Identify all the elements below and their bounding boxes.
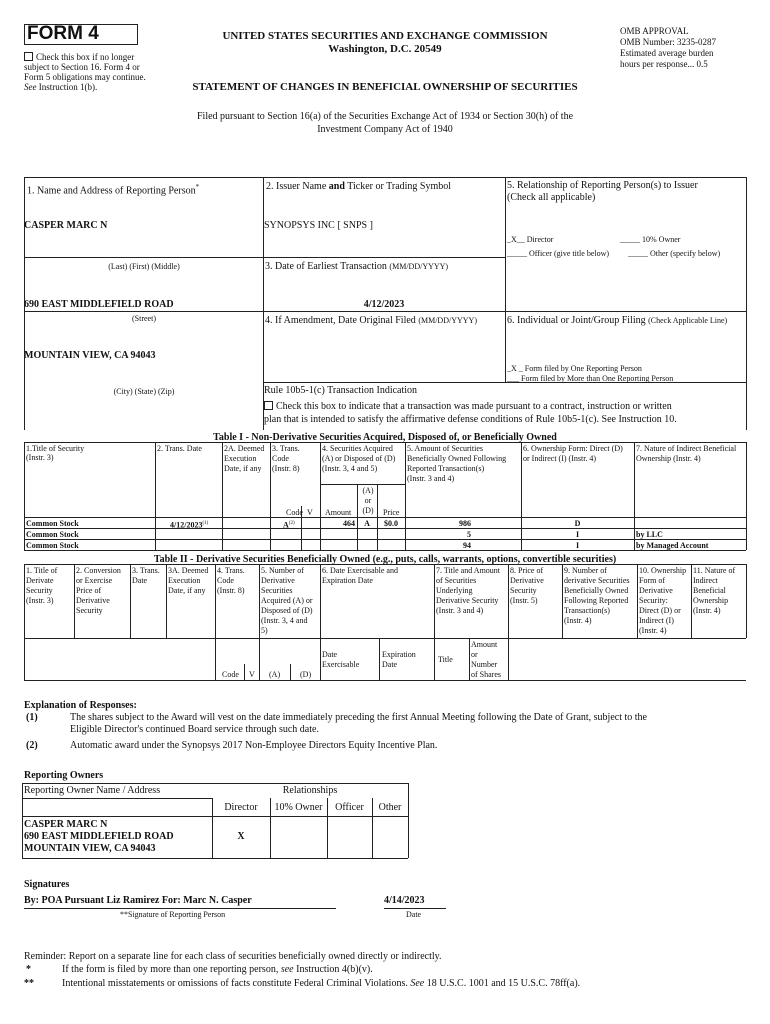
grid-top-line [24,177,746,178]
see-text: See [24,82,37,92]
t1-h6 [523,444,623,464]
grid-line-a [24,257,506,258]
t1-r3-owned: 94 [463,541,471,550]
t2-c10-4: Direct (D) or [639,606,681,615]
t1-sub-ad-2: or [364,496,372,505]
t1-r1-price: $0.0 [384,519,398,528]
owner-name: CASPER MARC N [24,819,108,830]
t1-sub-code: Code [286,508,303,517]
t1-r1-owned: 986 [459,519,471,528]
rule-text-1: Check this box to indicate that a transaction was made pursuant to a contract, instruction or written [276,401,672,412]
relationship-label [507,180,747,204]
filed-pursuant-line1: Filed pursuant to Section 16(a) of the Securities Exchange Act of 1934 or Section 30(h) of the [196,111,574,122]
instruction-ref: Instruction 1(b). [38,82,98,92]
t2-c1-2: Security [26,586,53,595]
t2-c9-2: Beneficially Owned [564,586,629,595]
t1-h3-3: (Instr. 8) [272,464,300,473]
table2-title: Table II - Derivative Securities Beneficially Owned (e.g., puts, calls, warrants, options, convertible securities) [153,554,617,565]
t1-r1-amount: 464 [343,519,355,528]
omb-burden: Estimated average burden [620,48,714,58]
t2-c10-6: (Instr. 4) [639,626,667,635]
footnote-1 [24,964,746,976]
t2-c9-1: derivative Securities [564,576,630,585]
footnote-2-mark: ** [24,978,34,989]
owners-heading: Reporting Owners [24,770,104,781]
t1-sub-line [320,484,405,485]
t2-sub-amount-3: of Shares [471,670,501,679]
t2-c2-1: or Exercise [76,576,113,585]
omb-approval [620,26,760,70]
issuer-name: SYNOPSYS INC [ SNPS ] [264,220,373,231]
owners-col-name: Reporting Owner Name / Address [24,785,161,796]
t2-c7-0: 7. Title and Amount [436,566,501,575]
t2-c3a-0: 3A. Deemed [168,566,209,575]
t2-v4b [244,664,245,680]
t2-v5b [290,664,291,680]
date-label: Date [406,910,422,919]
signature-label: **Signature of Reporting Person [120,910,226,919]
reporting-person-label-mark: * [195,183,200,191]
t1-h4-1: 4. Securities Acquired [322,444,393,453]
ten-percent-option: _____ 10% Owner [620,235,681,244]
t2-sub-amount-0: Amount [471,640,498,649]
t1-r1-code-note: (2) [288,521,295,526]
t2-c7 [436,566,500,616]
form-title: FORM 4 [27,23,99,44]
t1-v2 [222,442,223,550]
filing-label-note: (Check Applicable Line) [648,316,728,325]
owners-bottom [22,858,408,859]
owner-address-2: MOUNTAIN VIEW, CA 94043 [24,843,156,854]
t1-h3 [272,444,300,474]
t2-c5-1: Derivative [261,576,295,585]
reporting-person-label [27,181,199,197]
grid-line-b [24,311,746,312]
omb-title: OMB APPROVAL [620,26,689,36]
t2-c10 [639,566,686,636]
t2-c4 [217,566,245,596]
t2-v6 [320,564,321,680]
t1-h4 [322,444,395,474]
t1-h1b: (Instr. 3) [26,453,54,462]
t1-r1-security: Common Stock [26,519,79,528]
earliest-transaction-format: (MM/DD/YYYY) [389,262,449,271]
date-line [384,908,446,909]
agency-name: UNITED STATES SECURITIES AND EXCHANGE COMMISSION [222,30,548,42]
owners-col-director: Director [224,802,258,813]
reporting-person-name: CASPER MARC N [24,220,108,231]
t2-c3a-1: Execution [168,576,201,585]
t2-bottom [24,680,746,681]
t1-h4-3: (Instr. 3, 4 and 5) [322,464,378,473]
t1-h2a-1: 2A. Deemed [224,444,265,453]
t2-c5-2: Securities [261,586,293,595]
rule-title: Rule 10b5-1(c) Transaction Indication [264,385,418,396]
t2-c11 [693,566,735,616]
footnote-1-text-a: If the form is filed by more than one reporting person, [62,964,279,975]
t2-c8-1: Derivative [510,576,544,585]
t2-c3-1: Date [132,576,148,585]
t2-v2 [130,564,131,638]
t1-v0 [24,442,25,550]
signer-name: By: POA Pursuant Liz Ramirez For: Marc N. Casper [24,895,252,906]
owners-v0 [22,783,23,858]
more-person-option: ___ Form filed by More than One Reporting Person [507,374,674,383]
t2-sub-exp [382,650,416,670]
t2-c5-0: 5. Number of [261,566,304,575]
t2-c1 [26,566,57,606]
t2-v12 [746,564,747,638]
t2-c9-5: (Instr. 4) [564,616,592,625]
footnote-2-see: See [410,978,425,989]
t2-c1-3: (Instr. 3) [26,596,54,605]
t1-r2-form: I [575,530,580,539]
explanation-item-2 [24,740,746,752]
no-longer-subject-text: Check this box if no longer subject to Section 16. Form 4 or Form 5 obligations may continue. [24,52,146,82]
t2-sub-exp-0: Expiration [382,650,416,659]
t1-h5-4: (Instr. 3 and 4) [407,474,455,483]
reporting-person-label-text: 1. Name and Address of Reporting Person [27,185,196,197]
t1-h7-2: Ownership (Instr. 4) [636,454,701,463]
issuer-label-and: and [328,181,345,192]
t2-c7-2: Underlying [436,586,473,595]
t1-r1-code-value: A [283,520,289,530]
signature-line [24,908,336,909]
t1-h3-1: 3. Trans. [272,444,300,453]
t1-r1-ad: A [364,519,370,528]
explanation-num-1: (1) [26,712,38,723]
t2-c3 [132,566,160,586]
t2-v10 [637,564,638,638]
t2-v8 [508,564,509,680]
t2-c3a-2: Date, if any [168,586,206,595]
t1-sub-price: Price [383,508,400,517]
t2-c11-1: Indirect [693,576,718,585]
t2-c2-3: Derivative [76,596,110,605]
t1-h2a-2: Execution [224,454,257,463]
signature-date: 4/14/2023 [384,895,425,906]
t1-sub-v: V [307,508,313,517]
relationship-label-1: 5. Relationship of Reporting Person(s) to Issuer [507,180,698,191]
t2-sub-exp-1: Date [382,660,398,669]
footnote-1-mark: * [26,964,31,975]
t2-c4-0: 4. Trans. [217,566,245,575]
t2-sub-d: (D) [300,670,312,679]
owners-top [22,783,408,784]
footnote-1-see: see [280,964,294,975]
t2-c4-2: (Instr. 8) [217,586,245,595]
amendment-format: (MM/DD/YYYY) [418,316,477,325]
t2-c2-0: 2. Conversion [76,566,121,575]
t1-h1 [26,444,84,462]
t1-h7-1: 7. Nature of Indirect Beneficial [636,444,737,453]
t2-c5 [261,566,313,636]
owners-head-bottom [22,798,212,799]
no-longer-subject-checkbox-block [24,52,152,92]
t1-sub-amount: Amount [325,508,352,517]
filed-pursuant-line2: Investment Company Act of 1940 [317,124,453,135]
relationship-label-2: (Check all applicable) [507,192,596,203]
grid-right-line [746,177,747,430]
t2-v5 [259,564,260,680]
explanation-1-line1: The shares subject to the Award will vest on the date immediately preceding the first Annual Meeting following the Date of Grant, subject to the [70,712,647,723]
t1-r1-code [283,519,295,530]
rule-text-2: plan that is intended to satisfy the affirmative defense conditions of Rule 10b5-1(c). See Instruction 10. [264,414,677,425]
t2-c7-3: Derivative Security [436,596,499,605]
t2-c1-1: Derivate [26,576,54,585]
t2-v0 [24,564,25,680]
t1-h7 [636,444,736,464]
t1-header-bottom [24,517,746,518]
t2-c8-3: (Instr. 5) [510,596,538,605]
t1-h5-3: Reported Transaction(s) [407,464,485,473]
t2-c5-6: 5) [261,626,268,635]
t1-h4-2: (A) or Disposed of (D) [322,454,396,463]
earliest-transaction-date: 4/12/2023 [363,299,405,310]
other-option: _____ Other (specify below) [628,249,721,258]
t1-r1-date-value: 4/12/2023 [170,520,203,530]
t1-v7 [634,442,635,550]
t1-r2-owned: 5 [467,530,471,539]
t2-c4-1: Code [217,576,234,585]
t1-r3-security: Common Stock [26,541,79,550]
t2-v7 [434,564,435,680]
t1-h5-2: Beneficially Owned Following [407,454,507,463]
t2-sub-amount-2: Number [471,660,498,669]
t1-h6-1: 6. Ownership Form: Direct (D) [523,444,623,453]
omb-hours: hours per response... 0.5 [620,59,708,69]
filing-label [507,315,745,327]
t1-sub-ad [360,486,376,516]
city-label: (City) (State) (Zip) [113,387,175,396]
t2-c6-1: Expiration Date [322,576,373,585]
table1-title: Table I - Non-Derivative Securities Acquired, Disposed of, or Beneficially Owned [213,432,557,443]
t1-v4c [377,484,378,550]
one-person-option: _X _ Form filed by One Reporting Person [507,364,642,373]
t2-sub-date-ex-0: Date [322,650,338,659]
t1-v4 [320,442,321,550]
t2-c7-4: (Instr. 3 and 4) [436,606,484,615]
owners-col-other: Other [378,802,402,813]
rule-checkbox-block [264,400,746,426]
t1-row-3 [24,550,746,551]
t2-sub-v: V [249,670,255,679]
reminder-text: Reminder: Report on a separate line for each class of securities beneficially owned directly or indirectly. [24,951,442,962]
t1-v1 [155,442,156,550]
footnote-2-text-b: 18 U.S.C. 1001 and 15 U.S.C. 78ff(a). [426,978,581,989]
t1-r1-date-note: (1) [202,521,209,526]
t1-h6-2: or Indirect (I) (Instr. 4) [523,454,597,463]
t1-h5 [407,444,506,484]
t2-c7-1: of Securities [436,576,477,585]
t2-c11-4: (Instr. 4) [693,606,721,615]
t2-v1 [74,564,75,638]
rule-checkbox[interactable] [264,401,273,410]
street-address: 690 EAST MIDDLEFIELD ROAD [24,299,174,310]
t2-c10-2: Derivative [639,586,673,595]
t2-v9 [562,564,563,638]
filing-label-text: 6. Individual or Joint/Group Filing [507,315,646,326]
no-longer-subject-checkbox[interactable] [24,52,33,61]
t1-h3-2: Code [272,454,289,463]
t2-c6 [322,566,398,586]
t2-c11-0: 11. Nature of [693,566,736,575]
owners-sub-bottom [22,816,408,817]
t1-v3 [270,442,271,550]
explanation-item-1 [24,712,746,736]
t2-c10-0: 10. Ownership [639,566,687,575]
owner-address-1: 690 EAST MIDDLEFIELD ROAD [24,831,174,842]
footnote-1-text-b: Instruction 4(b)(v). [296,964,373,975]
t1-row-1 [24,528,746,529]
issuer-label-a: 2. Issuer Name [266,181,327,192]
owners-v5 [408,783,409,858]
t2-v7b [469,638,470,680]
t2-c10-5: Indirect (I) [639,616,674,625]
grid-line-c [263,382,746,383]
t1-v8 [746,442,747,550]
t2-v6b [379,638,380,680]
owner-director-mark: X [237,831,245,842]
director-option: _X__ Director [507,235,554,244]
t2-c10-1: Form of [639,576,665,585]
t1-h2a [224,444,264,474]
t1-h1a: 1.Title of Security [26,444,85,453]
t1-h2: 2. Trans. Date [157,444,202,453]
t2-c9-3: Following Reported [564,596,629,605]
t2-c8 [510,566,544,606]
street-label: (Street) [132,314,156,323]
t2-c10-3: Security: [639,596,668,605]
city-state-zip: MOUNTAIN VIEW, CA 94043 [24,350,156,361]
t2-v3 [166,564,167,638]
issuer-label [266,181,451,193]
t2-c9-4: Transaction(s) [564,606,610,615]
footnote-2-text-a: Intentional misstatements or omissions of facts constitute Federal Criminal Violations. [62,978,408,989]
t1-sub-ad-1: (A) [362,486,374,495]
t2-c8-2: Security [510,586,537,595]
t1-v4b [357,484,358,550]
t2-c3a [168,566,208,596]
explanation-1-line2: Eligible Director's continued Board service through such date. [70,724,319,735]
t1-r2-nature: by LLC [636,530,663,539]
t2-c2-2: Price of [76,586,102,595]
t2-c9-0: 9. Number of [564,566,607,575]
t2-c2-4: Security [76,606,103,615]
t2-sub-date-ex-1: Exercisable [322,660,360,669]
officer-option: _____ Officer (give title below) [507,249,610,258]
owners-col-officer: Officer [335,802,364,813]
t2-c8-0: 8. Price of [510,566,544,575]
grid-divider-2 [505,177,506,382]
t2-sub-date-ex [322,650,359,670]
owners-col-ten: 10% Owner [274,802,323,813]
t2-v4 [215,564,216,680]
t2-c5-3: Acquired (A) or [261,596,313,605]
issuer-label-b: Ticker or Trading Symbol [347,181,452,192]
t2-v11 [691,564,692,638]
name-parts-label: (Last) (First) (Middle) [108,262,180,271]
t2-c11-3: Ownership [693,596,729,605]
t2-c5-4: Disposed of (D) [261,606,313,615]
t1-r2-security: Common Stock [26,530,79,539]
t1-h5-1: 5. Amount of Securities [407,444,483,453]
t2-c2 [76,566,121,616]
t2-sub-title: Title [438,655,453,664]
t1-r3-nature: by Managed Account [636,541,709,550]
t1-r3-form: I [575,541,580,550]
t1-r1-form: D [574,519,581,528]
amendment-label-text: 4. If Amendment, Date Original Filed [265,315,416,326]
explanation-heading: Explanation of Responses: [24,700,137,711]
footnote-2 [24,978,746,990]
t2-sub-amount-1: or [471,650,478,659]
signatures-heading: Signatures [24,879,70,890]
t1-sub-ad-3: (D) [362,506,374,515]
t2-sub-amount [471,640,501,680]
t2-c6-0: 6. Date Exercisable and [322,566,398,575]
t2-c3-0: 3. Trans. [132,566,160,575]
t2-sub-code: Code [222,670,239,679]
explanation-num-2: (2) [26,740,38,751]
t1-top [24,442,746,443]
t2-c11-2: Beneficial [693,586,726,595]
t2-c1-0: 1. Title of [26,566,58,575]
earliest-transaction-label-text: 3. Date of Earliest Transaction [265,261,387,272]
t1-h2a-3: Date, if any [224,464,262,473]
omb-number: OMB Number: 3235-0287 [620,37,716,47]
earliest-transaction-label [265,261,448,273]
t1-row-2 [24,539,746,540]
owners-col-rel: Relationships [282,785,338,796]
t2-c5-5: (Instr. 3, 4 and [261,616,308,625]
t2-c9 [564,566,630,626]
t2-sub-a: (A) [269,670,281,679]
explanation-2-line1: Automatic award under the Synopsys 2017 Non-Employee Directors Equity Incentive Plan. [70,740,438,751]
t1-r1-date [170,519,208,530]
t2-mid [24,638,746,639]
agency-location: Washington, D.C. 20549 [328,43,442,55]
statement-title: STATEMENT OF CHANGES IN BENEFICIAL OWNERSHIP OF SECURITIES [192,81,578,93]
amendment-label [265,315,477,327]
